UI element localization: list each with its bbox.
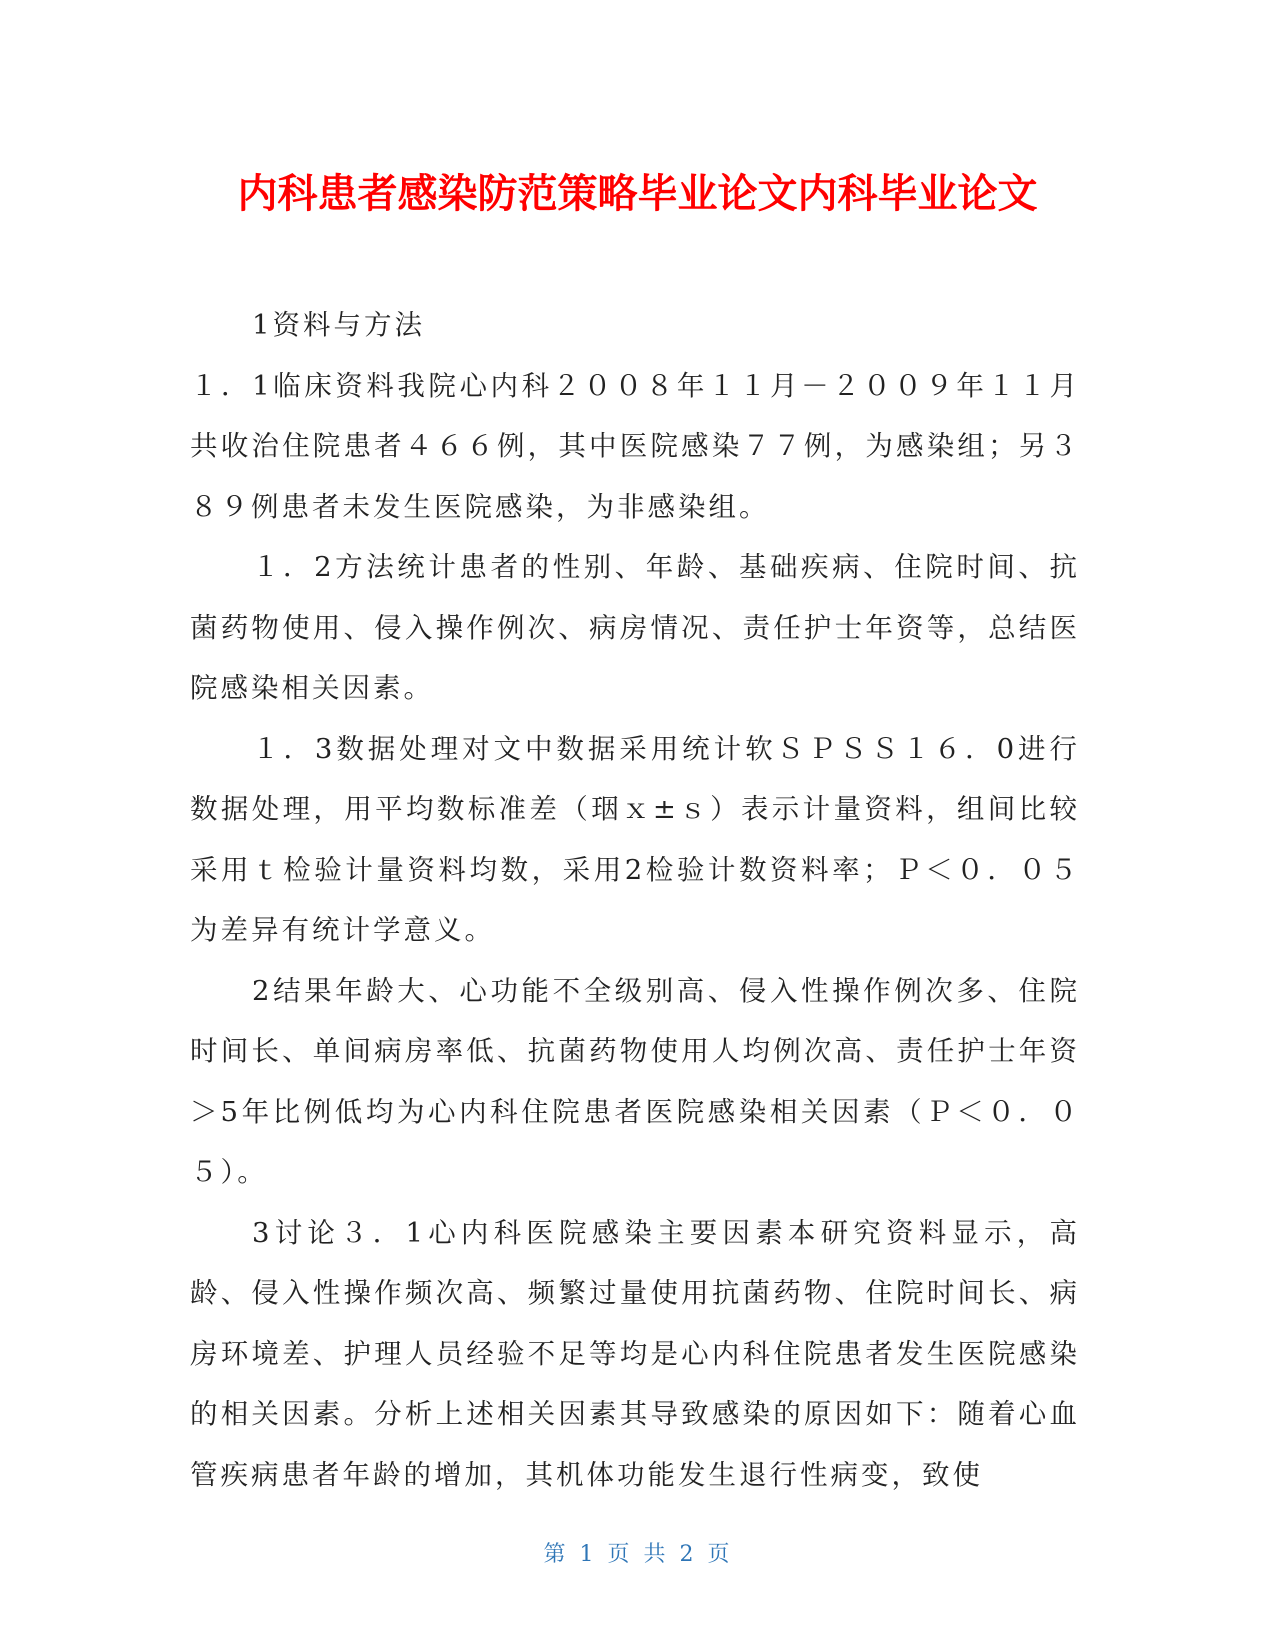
document-body <box>190 295 1080 1505</box>
paragraph-clinical-data: １．1临床资料我院心内科２００８年１１月－２００９年１１月共收治住院患者４６６例，其中医院感染７７例，为感染组；另３８９例患者未发生医院感染，为非感染组。 <box>190 369 1080 523</box>
paragraph-discussion: 3讨论３．1心内科医院感染主要因素本研究资料显示，高龄、侵入性操作频次高、频繁过量使用抗菌药物、住院时间长、病房环境差、护理人员经验不足等均是心内科住院患者发生医院感染的相关因素。分析上述相关因素其导致感染的原因如下：随着心血管疾病患者年龄的增加，其机体功能发生退行性病变，致使 <box>190 1216 1080 1491</box>
footer-total-pages: 2 <box>679 1542 696 1567</box>
document-title: 内科患者感染防范策略毕业论文内科毕业论文 <box>237 171 1038 217</box>
footer-current-page: 1 <box>579 1542 596 1567</box>
paragraph-data-processing: １．3数据处理对文中数据采用统计软ＳＰＳＳ１６．0进行数据处理，用平均数标准差（珚ｘ±ｓ）表示计量资料，组间比较采用ｔ检验计量资料均数，采用2检验计数资料率；Ｐ＜０．０５为差异有统计学意义。 <box>190 732 1080 946</box>
paragraph-methods: １．2方法统计患者的性别、年龄、基础疾病、住院时间、抗菌药物使用、侵入操作例次、病房情况、责任护士年资等，总结医院感染相关因素。 <box>190 551 1080 704</box>
paragraph-section-1-heading: 1资料与方法 <box>252 309 425 341</box>
page-footer <box>0 1540 1275 1570</box>
footer-page-label: 第 <box>543 1542 568 1567</box>
paragraph-results: 2结果年龄大、心功能不全级别高、侵入性操作例次多、住院时间长、单间病房率低、抗菌药物使用人均例次高、责任护士年资＞5年比例低均为心内科住院患者医院感染相关因素（Ｐ＜０．０５）。 <box>190 974 1080 1188</box>
footer-page-unit: 页 <box>607 1542 632 1567</box>
footer-total-unit: 页 <box>707 1542 732 1567</box>
footer-total-label: 共 <box>643 1542 668 1567</box>
